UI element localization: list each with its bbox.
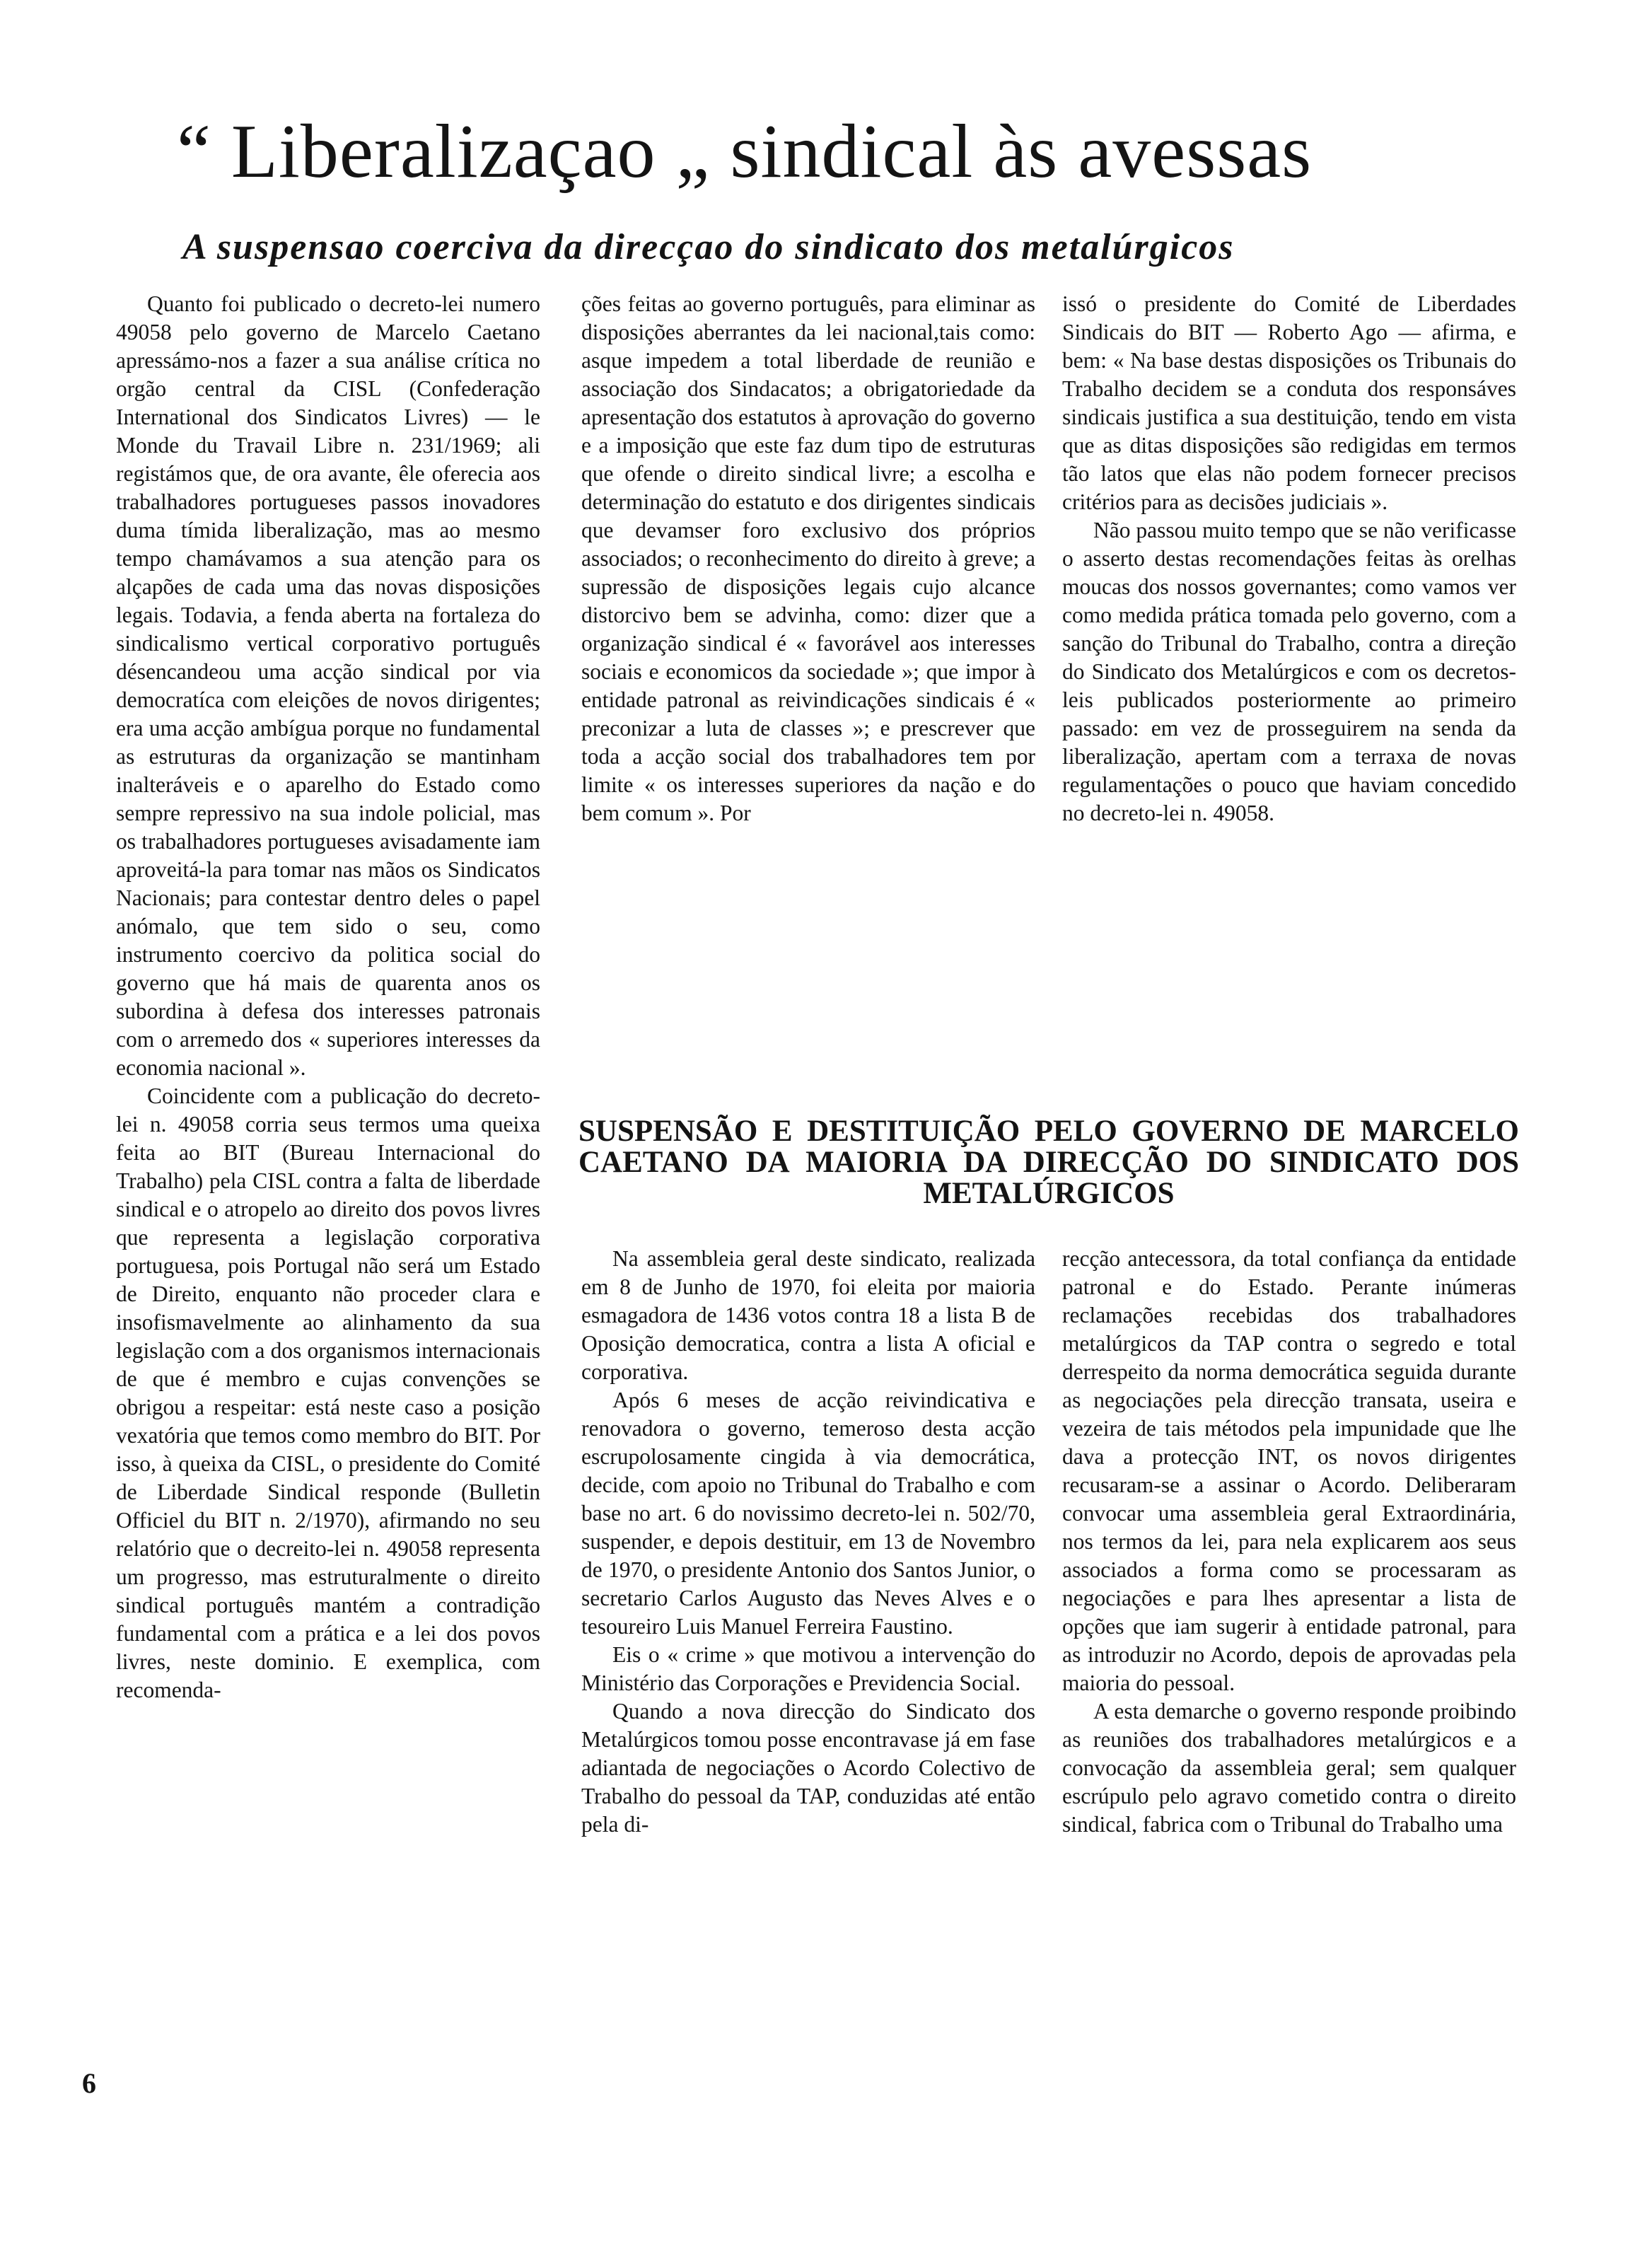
- article-title: “ Liberalizaçao „ sindical às avessas: [177, 110, 1313, 194]
- article-subtitle: A suspensao coerciva da direcçao do sindicato dos metalúrgicos: [182, 227, 1235, 267]
- text-column-3: [1062, 290, 1516, 827]
- section-heading: SUSPENSÃO E DESTITUIÇÃO PELO GOVERNO DE MARCELO CAETANO DA MAIORIA DA DIRECÇÃO DO SINDICATO DOS METALÚRGICOS: [578, 1115, 1519, 1210]
- paragraph: ções feitas ao governo português, para eliminar as disposições aberrantes da lei nacional,tais como: asque impedem a total liberdade de reunião e associação dos Sindacatos; a obrigatoriedade da apresentação dos estatutos à aprovação do governo e a imposição que este faz dum tipo de estruturas que ofende o direito sindical livre; a escolha e determinação do estatuto e dos dirigentes sindicais que devamser foro exclusivo dos próprios associados; o reconhecimento do direito à greve; a supressão de disposições legais cujo alcance distorcivo bem se advinha, como: dizer que a organização sindical é « favorável aos interesses sociais e economicos da sociedade »; que impor à entidade patronal as reivindicações sindicais é « preconizar a luta de classes »; e prescrever que toda a acção social dos trabalhadores tem por limite « os interesses superiores da nação e do bem comum ». Por: [581, 291, 1035, 825]
- text-column-5: [1062, 1245, 1516, 1839]
- paragraph: A esta demarche o governo responde proibindo as reuniões dos trabalhadores metalúrgicos e a convocação da assembleia geral; sem qualquer escrúpulo pelo agravo cometido contra o direito sindical, fabrica com o Tribunal do Trabalho uma: [1062, 1699, 1516, 1837]
- paragraph: issó o presidente do Comité de Liberdades Sindicais do BIT — Roberto Ago — afirma, e bem: « Na base destas disposições os Tribunais do Trabalho decidem se a conduta dos responsáves sindicais justifica a sua destituição, tendo em vista que as ditas disposições são redigidas em termos tão latos que elas não podem fornecer precisos critérios para as decisões judiciais ».: [1062, 291, 1516, 514]
- paragraph: Não passou muito tempo que se não verificasse o asserto destas recomendações feitas às orelhas moucas dos nossos governantes; como vamos ver como medida prática tomada pelo governo, com a sanção do Tribunal do Trabalho, contra a direção do Sindicato dos Metalúrgicos e com os decretos-leis publicados posteriormente ao primeiro passado: em vez de prosseguirem na senda da liberalização, apertam com a terraxa de novas regulamentações o pouco que haviam concedido no decreto-lei n. 49058.: [1062, 518, 1516, 825]
- paragraph: Quanto foi publicado o decreto-lei numero 49058 pelo governo de Marcelo Caetano apressámo-nos a fazer a sua análise crítica no orgão central da CISL (Confederação International dos Sindicatos Livres) — le Monde du Travail Libre n. 231/1969; ali registámos que, de ora avante, êle oferecia aos trabalhadores portugueses passos inovadores duma tímida liberalização, mas ao mesmo tempo chamávamos a sua atenção para os alçapões de cada uma das novas disposições legais. Todavia, a fenda aberta na fortaleza do sindicalismo vertical corporativo português désencandeou uma acção sindical por via democratíca com eleições de novos dirigentes; era uma acção ambígua porque no fundamental as estruturas da organização se mantinham inalteráveis e o aparelho do Estado como sempre repressivo na sua indole policial, mas os trabalhadores portugueses avisadamente iam aproveitá-la para tomar nas mãos os Sindicatos Nacionais; para contestar dentro deles o papel anómalo, que tem sido o seu, como instrumento coercivo da politica social do governo que há mais de quarenta anos os subordina à defesa dos interesses patronais com o arremedo dos « superiores interesses da economia nacional ».: [116, 291, 540, 1080]
- paragraph: Eis o « crime » que motivou a intervenção do Ministério das Corporações e Previdencia Social.: [581, 1642, 1035, 1695]
- text-column-1: [116, 290, 540, 1704]
- paragraph: Quando a nova direcção do Sindicato dos Metalúrgicos tomou posse encontravase já em fase adiantada de negociações o Acordo Colectivo de Trabalho do pessoal da TAP, conduzidas até então pela di-: [581, 1699, 1035, 1837]
- text-column-4: [581, 1245, 1035, 1839]
- text-column-2: [581, 290, 1035, 827]
- paragraph: Coincidente com a publicação do decreto-lei n. 49058 corria seus termos uma queixa feita ao BIT (Bureau Internacional do Trabalho) pela CISL contra a falta de liberdade sindical e o atropelo ao direito dos povos livres que representa a legislação corporativa portuguesa, pois Portugal não será um Estado de Direito, enquanto não proceder clara e insofismavelmente ao alinhamento da sua legislação com a dos organismos internacionais de que é membro e cujas convenções se obrigou a respeitar: está neste caso a posição vexatória que temos como membro do BIT. Por isso, à queixa da CISL, o presidente do Comité de Liberdade Sindical responde (Bulletin Officiel du BIT n. 2/1970), afirmando no seu relatório que o decreito-lei n. 49058 representa um progresso, mas estruturalmente o direito sindical português mantém a contradição fundamental com a prática e a lei dos povos livres, neste dominio. E exemplica, com recomenda-: [116, 1083, 540, 1702]
- paragraph: Na assembleia geral deste sindicato, realizada em 8 de Junho de 1970, foi eleita por maioria esmagadora de 1436 votos contra 18 a lista B de Oposição democratica, contra a lista A oficial e corporativa.: [581, 1246, 1035, 1384]
- paragraph: Após 6 meses de acção reivindicativa e renovadora o governo, temeroso desta acção escrupolosamente cingida à via democrática, decide, com apoio no Tribunal do Trabalho e com base no art. 6 do novissimo decreto-lei n. 502/70, suspender, e depois destituir, em 13 de Novembro de 1970, o presidente Antonio dos Santos Junior, o secretario Carlos Augusto das Neves Alves e o tesoureiro Luis Manuel Ferreira Faustino.: [581, 1388, 1035, 1639]
- paragraph: recção antecessora, da total confiança da entidade patronal e do Estado. Perante inúmeras reclamações recebidas dos trabalhadores metalúrgicos da TAP contra o segredo e total derrespeito da norma democrática seguida durante as negociações pela direcção transata, useira e vezeira de tais métodos pela impunidade que lhe dava a protecção INT, os novos dirigentes recusaram-se a assinar o Acordo. Deliberaram convocar uma assembleia geral Extraordinária, nos termos da lei, para nela explicarem aos seus associados a forma como se processaram as negociações e para lhes apresentar a lista de opções que iam sugerir à entidade patronal, para as introduzir no Acordo, depois de aprovadas pela maioria do pessoal.: [1062, 1246, 1516, 1695]
- page-number: 6: [82, 2067, 96, 2099]
